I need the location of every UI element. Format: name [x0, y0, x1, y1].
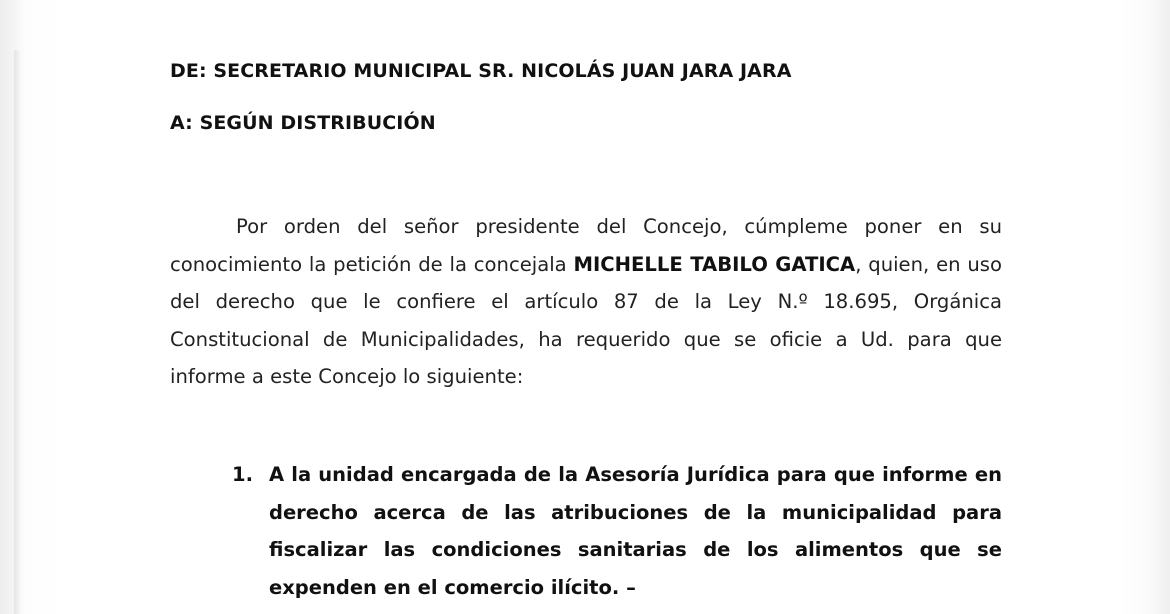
- councillor-name: MICHELLE TABILO GATICA: [573, 252, 856, 276]
- page-corner-shadow: [0, 0, 391, 58]
- from-line: DE: SECRETARIO MUNICIPAL SR. NICOLÁS JUAN JARA JARA: [170, 60, 792, 82]
- list-item-number: 1.: [232, 463, 253, 486]
- paragraph-text-start: Por orden del señor presidente del Concejo, cúmpleme poner en su conocimiento la petición de la concejala: [170, 215, 1002, 276]
- paragraph-text-end: , quien, en uso del derecho que le confiere el artículo 87 de la Ley N.º 18.695, Orgánica Constitucional de Municipalidades, ha requerido que se oficie a Ud. para que informe a este Concejo lo siguiente:: [170, 252, 1002, 388]
- list-item-text: A la unidad encargada de la Asesoría Jurídica para que informe en derecho acerca de las atribuciones de la municipalidad para fiscalizar las condiciones sanitarias de los alimentos que se expenden en el comercio ilícito. –: [269, 463, 1002, 599]
- to-line: A: SEGÚN DISTRIBUCIÓN: [170, 112, 436, 134]
- page-edge-shadow: [14, 50, 20, 614]
- request-paragraph: [170, 208, 1002, 396]
